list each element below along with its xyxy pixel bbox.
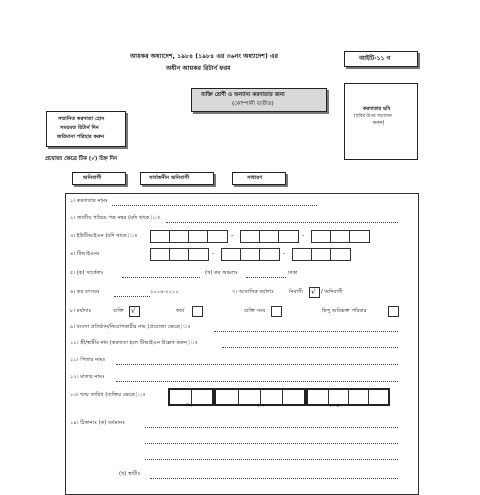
- field-12-label: ১২। মাতার নামঃ: [70, 374, 105, 380]
- field-11-label: ১১। পিতার নামঃ: [70, 357, 106, 363]
- status-huf-checkbox[interactable]: [388, 306, 399, 317]
- status-individual-checkbox[interactable]: [129, 306, 140, 317]
- form-title-line2: অধীন আয়কর রিটার্ন ফরম: [166, 65, 231, 72]
- utin-cells[interactable]: - -: [150, 230, 378, 243]
- resident-checkbox[interactable]: [309, 287, 320, 298]
- tick-instruction: প্রযোজ্য ক্ষেত্রে টিক (√) চিহ্ন দিন: [45, 156, 118, 162]
- field-5b-label: (খ) কর অঞ্চলঃ: [205, 270, 238, 276]
- status-aop-label: ব্যক্তি সংঘ: [244, 308, 266, 314]
- field-8-label: ৮। মর্যাদাঃ: [70, 308, 92, 314]
- field-14a-input-3[interactable]: [145, 459, 398, 460]
- dob-day-label: দিন: [186, 404, 193, 409]
- field-3-label: ৩। ইউটিআইএন (যদি থাকে)ঃ: [70, 233, 138, 239]
- field-10-label: ১০। স্ত্রী/স্বামীর নাম (করদাতা হলে টিআইএন উল্লেখ করুন)ঃ: [70, 340, 198, 346]
- status-huf-label: হিন্দু অবিভক্ত পরিবার: [322, 308, 367, 314]
- field-7-option-nonresident: / অনিবাসী: [321, 289, 343, 295]
- field-5b-input[interactable]: [246, 277, 286, 278]
- dob-month-label: মাস: [257, 404, 264, 409]
- field-2-label: ২। জাতীয় পরিচয় পত্র নম্বর (যদি থাকে)ঃ: [70, 215, 161, 221]
- status-option-general[interactable]: সাধারণ: [232, 172, 286, 185]
- field-10-input[interactable]: [222, 347, 398, 348]
- status-option-universal-non-resident[interactable]: সার্বজনীন অনিবাসী: [140, 172, 214, 185]
- field-14a-input-2[interactable]: [145, 443, 398, 444]
- dob-cells[interactable]: [168, 388, 390, 406]
- field-13-label: ১৩। জন্ম তারিখ (ব্যক্তির ক্ষেত্রে)ঃ: [70, 392, 146, 398]
- status-firm-checkbox[interactable]: [192, 306, 203, 317]
- status-option-non-resident[interactable]: অনিবাসী: [72, 172, 126, 185]
- field-9-label: ৯। ব্যবসা প্রতিষ্ঠান/নিয়োগকারীর নাম (প্রযোজ্য ক্ষেত্রে)ঃ: [70, 324, 191, 330]
- notice-line3: জরিমানা পরিহার করুন: [57, 134, 105, 140]
- field-1-input[interactable]: [112, 205, 317, 206]
- resident-tick: √: [311, 288, 316, 296]
- field-12-input[interactable]: [116, 381, 398, 382]
- field-14b-input[interactable]: [150, 478, 398, 479]
- field-6-label: ৬। কর বৎসরঃ: [70, 289, 100, 295]
- status-aop-checkbox[interactable]: [271, 306, 282, 317]
- form-code: আইটি-১১ গ: [359, 55, 391, 62]
- field-14b-label: (খ) স্থায়ীঃ: [119, 471, 141, 477]
- tin-cells[interactable]: - -: [150, 248, 378, 261]
- field-14a-label: ১৪। ঠিকানাঃ (ক) বর্তমানঃ: [70, 420, 125, 426]
- field-5a-label: ৫। (ক) সার্কেলঃ: [70, 270, 104, 276]
- category-line2: (কোম্পানী ব্যতীত): [232, 101, 274, 107]
- notice-line1: সম্মানিত করদাতা হোন: [58, 116, 105, 122]
- field-7-option-resident: নিবাসী: [289, 289, 303, 295]
- field-2-input[interactable]: [166, 222, 398, 223]
- photo-instruction-1: [ছবির উপর সত্যায়ন: [354, 114, 392, 119]
- photo-label: করদাতার ছবি: [363, 106, 391, 112]
- field-11-input[interactable]: [116, 364, 398, 365]
- status-individual-tick: √: [131, 307, 136, 315]
- notice-line2: সময়মত রিটার্ন দিন: [60, 125, 99, 131]
- field-14a-input-1[interactable]: [145, 427, 398, 428]
- status-individual-label: ব্যক্তি: [113, 308, 124, 314]
- field-6-value: ২০০৯-২০১০: [150, 289, 179, 295]
- field-7-label: ৭। আবাসিক মর্যাদাঃ: [232, 289, 274, 295]
- field-6-dots: [114, 296, 150, 297]
- field-9-input[interactable]: [214, 331, 398, 332]
- field-1-label: ১। করদাতার নামঃ: [70, 198, 108, 204]
- dob-year-label: বৎসর: [329, 404, 340, 409]
- field-5a-input[interactable]: [122, 277, 200, 278]
- photo-instruction-2: করুন]: [373, 121, 385, 126]
- form-title-line1: আয়কর অধ্যাদেশ, ১৯৮৪ (১৯৮৪ এর ৩৬নং অধ্যাদেশ) এর: [130, 53, 279, 60]
- notice-box: [46, 111, 126, 147]
- field-5b-value: ঢাকা: [288, 270, 298, 276]
- category-line1: ব্যক্তি শ্রেণী ও অন্যান্য করদাতার জন্য: [201, 92, 285, 98]
- field-4-label: ৪। টিআইএনঃ: [70, 251, 100, 257]
- form-code-box: [344, 51, 418, 67]
- status-firm-label: ফার্ম: [176, 308, 185, 314]
- category-box: [191, 88, 327, 112]
- photo-box: [344, 83, 418, 160]
